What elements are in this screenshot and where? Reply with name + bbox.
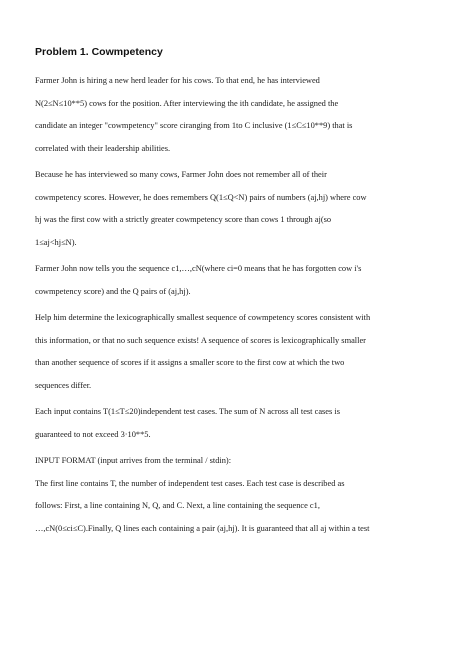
text-line: than another sequence of scores if it assigns a smaller score to the first cow at which the two — [35, 358, 345, 367]
paragraph-sequence — [35, 258, 438, 303]
text-line: cowmpetency score) and the Q pairs of (aj,hj). — [35, 286, 191, 296]
text-line: this information, or that no such sequence exists! A sequence of scores is lexicographically smaller — [35, 335, 366, 345]
paragraph-task — [35, 307, 438, 397]
text-line: hj was the first cow with a strictly greater cowmpetency score than cows 1 through aj(so — [35, 215, 332, 224]
text-line: cowmpetency scores. However, he does remembers Q(1≤Q<N) pairs of numbers (aj,hj) where cow — [35, 192, 367, 202]
paragraph-memory — [35, 164, 438, 254]
paragraph-test-cases — [35, 401, 438, 446]
text-line: INPUT FORMAT (input arrives from the terminal / stdin): — [35, 456, 232, 465]
text-line: N(2≤N≤10**5) cows for the position. After interviewing the ith candidate, he assigned the — [35, 98, 339, 108]
text-line: follows: First, a line containing N, Q, and C. Next, a line containing the sequence c1, — [35, 501, 320, 510]
text-line: Each input contains T(1≤T≤20)independent test cases. The sum of N across all test cases is — [35, 407, 340, 416]
text-line: Farmer John now tells you the sequence c1,…,cN(where ci=0 means that he has forgotten cow i's — [35, 264, 362, 273]
paragraph-input-format — [35, 450, 438, 540]
text-line: guaranteed to not exceed 3·10**5. — [35, 429, 151, 439]
text-line: The first line contains T, the number of independent test cases. Each test case is described as — [35, 478, 345, 488]
text-line: candidate an integer "cowmpetency" score ciranging from 1to C inclusive (1≤C≤10**9) that is — [35, 121, 353, 130]
page-title: Problem 1. Cowmpetency — [35, 46, 163, 58]
text-line: sequences differ. — [35, 380, 92, 390]
text-line: Because he has interviewed so many cows, Farmer John does not remember all of their — [35, 170, 327, 179]
text-line: correlated with their leadership abilities. — [35, 143, 171, 153]
text-line: …,cN(0≤ci≤C).Finally, Q lines each containing a pair (aj,hj). It is guaranteed that all aj within a test — [35, 523, 370, 533]
text-line: Farmer John is hiring a new herd leader for his cows. To that end, he has interviewed — [35, 76, 320, 85]
paragraph-intro — [35, 70, 438, 160]
text-line: Help him determine the lexicographically smallest sequence of cowmpetency scores consistent with — [35, 313, 371, 322]
text-line: 1≤aj<hj≤N). — [35, 237, 77, 247]
